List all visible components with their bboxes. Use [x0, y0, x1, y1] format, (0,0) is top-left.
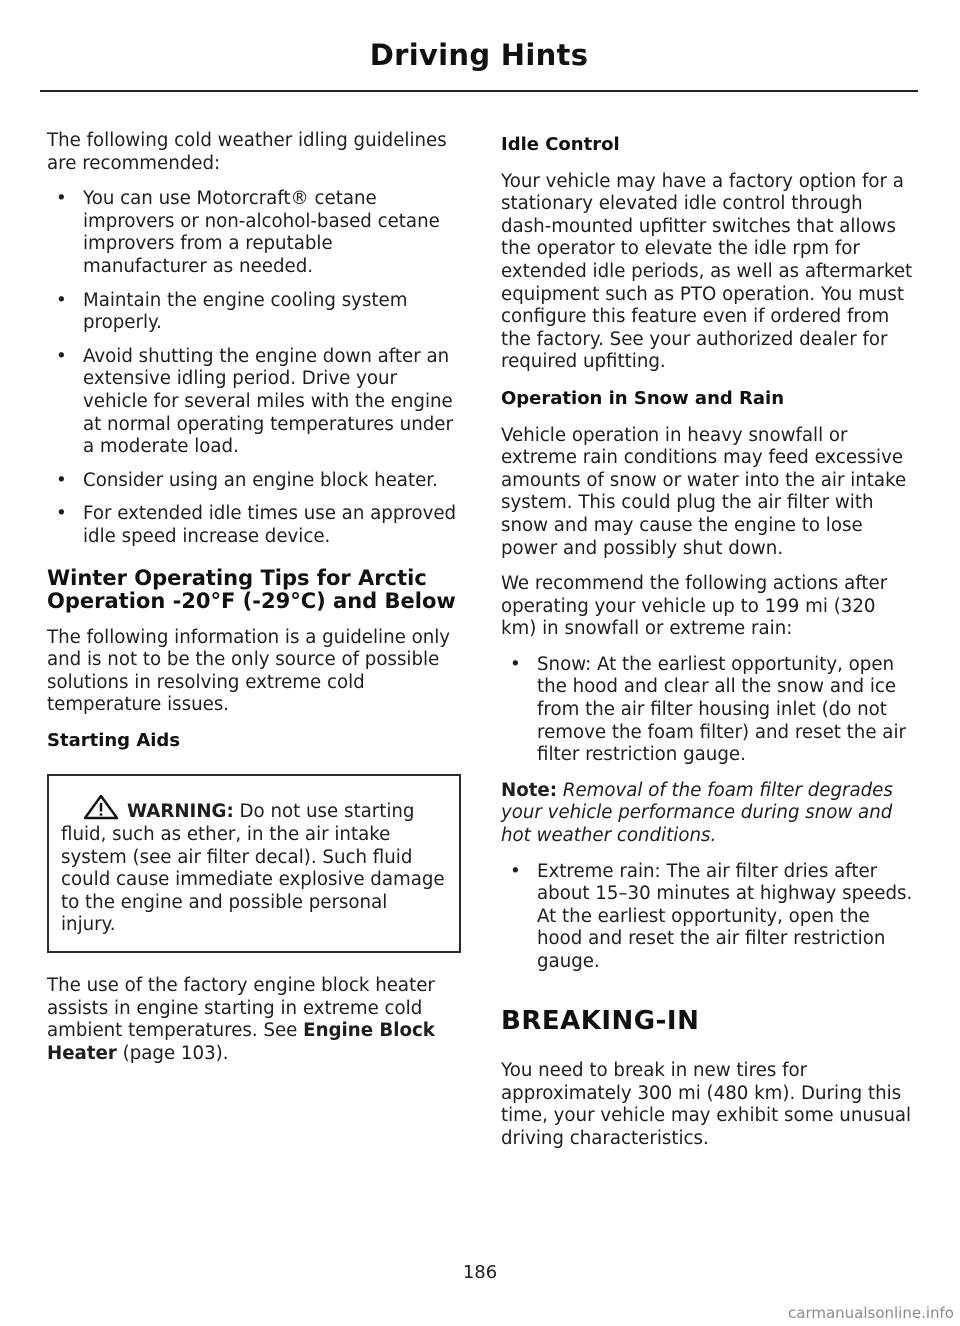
watermark: carmanualsonline.info	[788, 1304, 954, 1322]
list-item: • For extended idle times use an approved idle speed increase device.	[47, 503, 461, 548]
list-item: • Snow: At the earliest opportunity, open the hood and clear all the snow and ice from the air filter housing inlet (do not remove the foam filter) and reset the air filter restriction gauge.	[501, 654, 915, 767]
right-column	[501, 130, 915, 1164]
idling-guidelines-list	[47, 188, 461, 548]
warning-text: Do not use starting fluid, such as ether, in the air intake system (see air filter decal). Such fluid could cause immediate explosive damage to the engine and possible personal injury.	[61, 801, 445, 936]
block-heater-text: The use of the factory engine block heater assists in engine starting in extreme cold ambient temperatures. See	[47, 975, 435, 1042]
snow-actions-list	[501, 654, 915, 767]
warning-label: WARNING:	[127, 801, 234, 823]
note-paragraph	[501, 780, 915, 848]
idle-control-text: Your vehicle may have a factory option for a stationary elevated idle control through dash-mounted upfitter switches that allows the operator to elevate the idle rpm for extended idle periods, as well as aftermarket equipment such as PTO operation. You must configure this feature even if ordered from the factory. See your authorized dealer for required upfitting.	[501, 170, 913, 373]
header-divider	[40, 90, 918, 92]
list-item: • Avoid shutting the engine down after an extensive idling period. Drive your vehicle for several miles with the engine at normal operating temperatures under a moderate load.	[47, 346, 461, 459]
warning-box	[47, 774, 461, 953]
block-heater-page-ref: (page 103).	[116, 1042, 229, 1064]
list-item: • Maintain the engine cooling system properly.	[47, 290, 461, 335]
breaking-in-heading: BREAKING-IN	[501, 1005, 700, 1036]
winter-operating-text: The following information is a guideline only and is not to be the only source of possible solutions in resolving extreme cold temperature issues.	[47, 626, 451, 716]
note-label: Note:	[501, 779, 558, 801]
snow-rain-heading: Operation in Snow and Rain	[501, 387, 785, 409]
idle-control-heading: Idle Control	[501, 134, 620, 155]
engine-block-heater-link[interactable]: Engine Block Heater	[47, 1020, 435, 1064]
page-number: 186	[462, 1262, 498, 1283]
warning-triangle-icon	[83, 794, 119, 820]
block-heater-paragraph	[47, 975, 461, 1065]
list-item: • Extreme rain: The air filter dries after about 15–30 minutes at highway speeds. At the earliest opportunity, open the hood and reset the air filter restriction gauge.	[501, 861, 915, 974]
list-item: • You can use Motorcraft® cetane improvers or non-alcohol-based cetane improvers from a reputable manufacturer as needed.	[47, 188, 461, 278]
idling-intro: The following cold weather idling guidelines are recommended:	[47, 130, 447, 174]
note-text: Removal of the foam filter degrades your vehicle performance during snow and hot weather conditions.	[501, 779, 893, 847]
snow-rain-text: Vehicle operation in heavy snowfall or extreme rain conditions may feed excessive amounts of snow or water into the air intake system. This could plug the air filter with snow and may cause the engine to lose power and possibly shut down.	[501, 424, 907, 559]
starting-aids-heading: Starting Aids	[47, 729, 181, 751]
rain-actions-list	[501, 861, 915, 974]
winter-operating-heading: Winter Operating Tips for Arctic Operation -20°F (-29°C) and Below	[47, 565, 456, 613]
breaking-in-text: You need to break in new tires for approximately 300 mi (480 km). During this time, your vehicle may exhibit some unusual driving characteristics.	[501, 1060, 912, 1149]
recommend-text: We recommend the following actions after operating your vehicle up to 199 mi (320 km) in snowfall or extreme rain:	[501, 573, 888, 640]
left-column	[47, 130, 461, 1078]
page-title: Driving Hints	[369, 38, 589, 72]
list-item: • Consider using an engine block heater.	[47, 470, 461, 493]
